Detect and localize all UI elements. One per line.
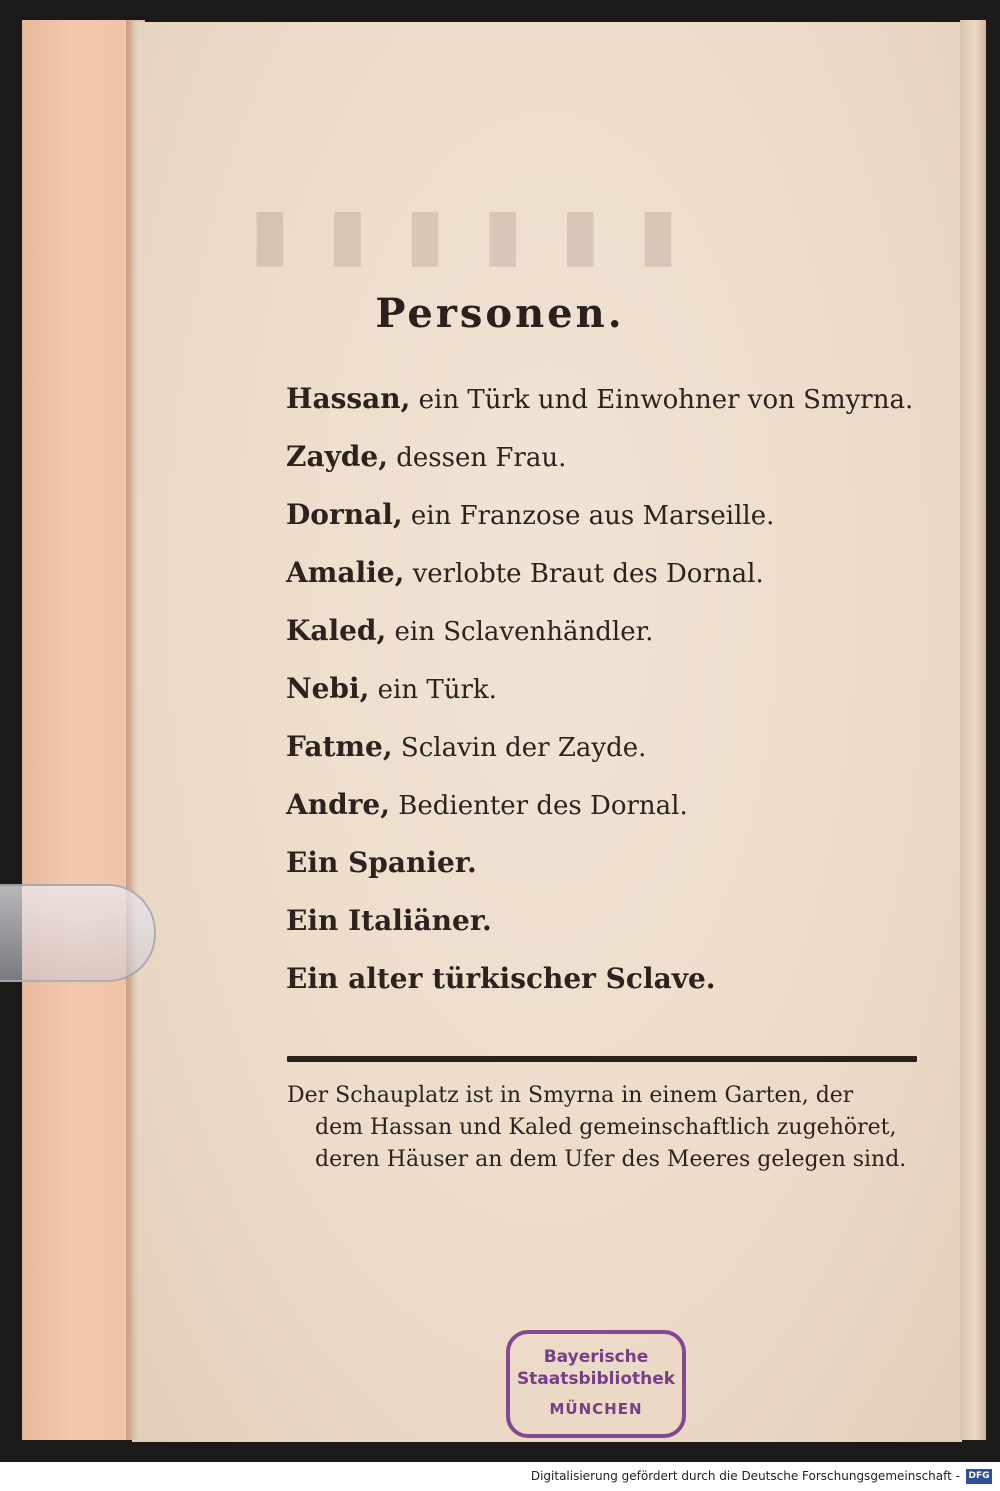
stamp-line: Staatsbibliothek — [516, 1369, 676, 1389]
stamp-line: MÜNCHEN — [549, 1400, 643, 1418]
character-name: Fatme, — [286, 730, 393, 763]
setting-line: dem Hassan und Kaled gemeinschaftlich zugehöret, — [315, 1115, 897, 1140]
character-name: Ein Spanier. — [286, 846, 477, 879]
character-name: Andre, — [286, 788, 390, 821]
character-description: ein Franzose aus Marseille. — [402, 501, 775, 531]
footer-credit: Digitalisierung gefördert durch die Deutsche Forschungsgemeinschaft - — [530, 1469, 960, 1483]
cast-entry — [286, 660, 913, 718]
cast-entry — [286, 602, 913, 660]
character-description: ein Türk. — [369, 675, 497, 705]
character-description: ein Sclavenhändler. — [386, 617, 654, 647]
character-name: Dornal, — [286, 498, 403, 531]
cast-entry — [286, 370, 913, 428]
plastic-clip — [0, 884, 156, 982]
character-description: dessen Frau. — [388, 443, 567, 473]
character-name: Zayde, — [286, 440, 388, 473]
character-description: verlobte Braut des Dornal. — [404, 559, 764, 589]
dfg-logo-icon: DFG — [966, 1469, 992, 1484]
spine-shadow — [126, 20, 138, 1440]
character-name: Ein Italiäner. — [286, 904, 492, 937]
character-description: ein Türk und Einwohner von Smyrna. — [410, 385, 914, 415]
cast-entry — [286, 834, 913, 892]
cast-entry — [286, 544, 913, 602]
character-name: Nebi, — [286, 672, 370, 705]
cast-entry — [286, 428, 913, 486]
character-description: Sclavin der Zayde. — [392, 733, 647, 763]
setting-paragraph — [287, 1080, 917, 1176]
cast-entry — [286, 892, 913, 950]
character-name: Ein alter türkischer Sclave. — [286, 962, 716, 995]
character-name: Amalie, — [286, 556, 405, 589]
character-name: Kaled, — [286, 614, 387, 647]
character-description: Bedienter des Dornal. — [389, 791, 688, 821]
bleed-through-text: ▮▮▮▮▮▮ — [250, 190, 716, 275]
cast-entry — [286, 776, 913, 834]
character-name: Hassan, — [286, 382, 411, 415]
horizontal-rule — [287, 1056, 917, 1062]
cast-entry — [286, 718, 913, 776]
page-edge — [960, 20, 986, 1440]
setting-line: deren Häuser an dem Ufer des Meeres gelegen sind. — [315, 1147, 907, 1172]
cast-list — [286, 370, 913, 1008]
footer-bar — [0, 1462, 1000, 1491]
library-stamp — [506, 1330, 686, 1438]
stamp-line: Bayerische — [543, 1347, 649, 1367]
setting-line: Der Schauplatz ist in Smyrna in einem Garten, der — [287, 1083, 854, 1108]
cast-entry — [286, 950, 913, 1008]
cast-entry — [286, 486, 913, 544]
page-title: Personen. — [375, 290, 625, 337]
